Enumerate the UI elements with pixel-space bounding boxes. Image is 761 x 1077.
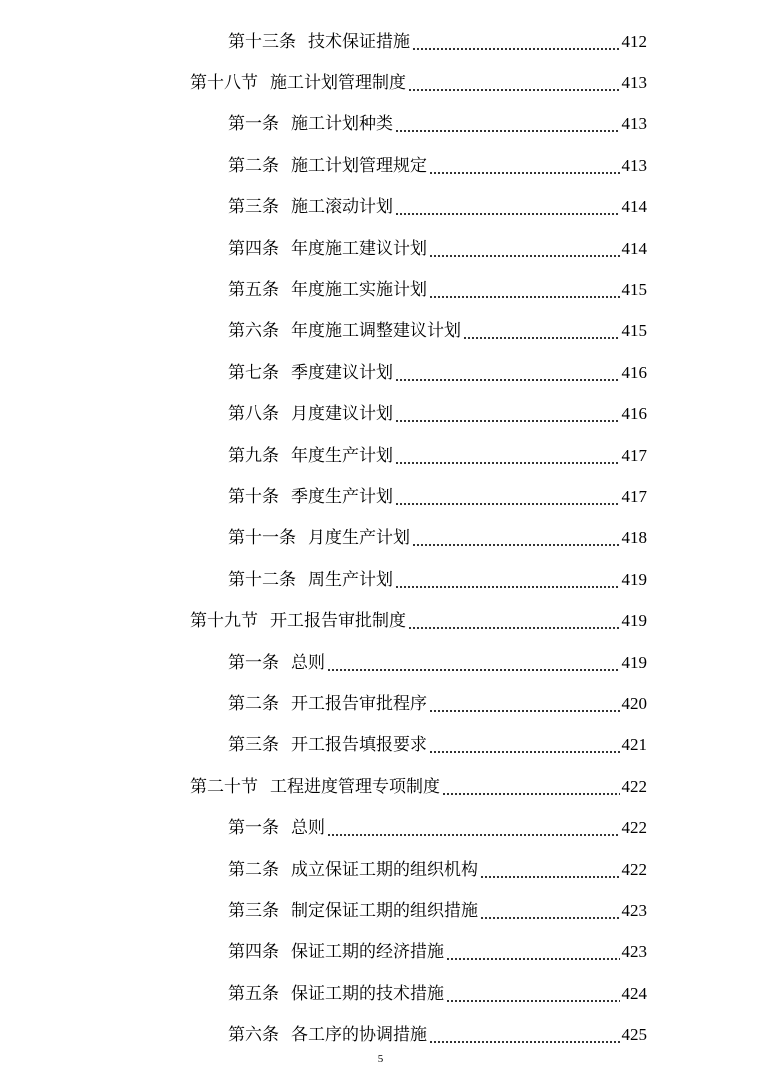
- toc-entry-page: 414: [621, 238, 647, 258]
- toc-entry-number: 第二条: [228, 155, 279, 176]
- toc-dot-leader: [412, 528, 620, 548]
- toc-article-entry[interactable]: [0, 228, 761, 269]
- toc-article-entry[interactable]: [0, 725, 761, 766]
- table-of-contents: [0, 21, 761, 1056]
- toc-entry-title: 周生产计划: [308, 569, 393, 590]
- toc-entry-title: 年度施工实施计划: [291, 280, 427, 301]
- toc-article-entry[interactable]: [0, 104, 761, 145]
- toc-article-entry[interactable]: [0, 932, 761, 973]
- toc-entry-title: 季度生产计划: [291, 486, 393, 507]
- toc-article-entry[interactable]: [0, 642, 761, 683]
- toc-entry-number: 第三条: [228, 900, 279, 921]
- toc-entry-number: 第六条: [228, 321, 279, 342]
- toc-entry-number: 第六条: [228, 1025, 279, 1046]
- toc-article-entry[interactable]: [0, 352, 761, 393]
- toc-entry-title: 开工报告审批制度: [270, 611, 406, 632]
- toc-article-entry[interactable]: [0, 394, 761, 435]
- toc-dot-leader: [395, 404, 620, 424]
- toc-entry-page: 420: [621, 693, 647, 713]
- toc-dot-leader: [395, 570, 620, 590]
- toc-entry-number: 第十一条: [228, 528, 296, 549]
- toc-entry-title: 施工计划管理规定: [291, 155, 427, 176]
- toc-entry-number: 第十九节: [190, 611, 258, 632]
- toc-entry-page: 422: [621, 859, 647, 879]
- toc-dot-leader: [395, 363, 620, 383]
- toc-entry-number: 第十三条: [228, 31, 296, 52]
- toc-entry-title: 成立保证工期的组织机构: [291, 859, 478, 880]
- toc-dot-leader: [395, 487, 620, 507]
- toc-entry-title: 制定保证工期的组织措施: [291, 900, 478, 921]
- toc-entry-title: 施工滚动计划: [291, 197, 393, 218]
- toc-entry-number: 第二十节: [190, 776, 258, 797]
- toc-entry-page: 419: [621, 611, 647, 631]
- toc-entry-number: 第二条: [228, 693, 279, 714]
- toc-article-entry[interactable]: [0, 973, 761, 1014]
- toc-entry-title: 施工计划管理制度: [270, 73, 406, 94]
- toc-article-entry[interactable]: [0, 269, 761, 310]
- toc-article-entry[interactable]: [0, 518, 761, 559]
- toc-entry-number: 第三条: [228, 735, 279, 756]
- toc-entry-page: 416: [621, 404, 647, 424]
- toc-entry-page: 424: [621, 983, 647, 1003]
- toc-dot-leader: [429, 156, 620, 176]
- toc-entry-page: 413: [621, 73, 647, 93]
- toc-entry-title: 保证工期的经济措施: [291, 942, 444, 963]
- toc-dot-leader: [395, 197, 620, 217]
- toc-entry-number: 第九条: [228, 445, 279, 466]
- toc-entry-page: 413: [621, 114, 647, 134]
- toc-entry-page: 412: [621, 31, 647, 51]
- toc-entry-title: 季度建议计划: [291, 362, 393, 383]
- toc-article-entry[interactable]: [0, 476, 761, 517]
- toc-dot-leader: [412, 32, 620, 52]
- toc-entry-title: 月度建议计划: [291, 404, 393, 425]
- toc-entry-number: 第一条: [228, 818, 279, 839]
- toc-entry-page: 415: [621, 321, 647, 341]
- toc-entry-title: 保证工期的技术措施: [291, 983, 444, 1004]
- toc-article-entry[interactable]: [0, 311, 761, 352]
- toc-entry-title: 开工报告审批程序: [291, 693, 427, 714]
- toc-dot-leader: [442, 777, 620, 797]
- toc-entry-title: 年度施工建议计划: [291, 238, 427, 259]
- toc-entry-page: 413: [621, 155, 647, 175]
- toc-dot-leader: [408, 611, 620, 631]
- toc-entry-page: 422: [621, 818, 647, 838]
- toc-section-entry[interactable]: [0, 62, 761, 103]
- toc-entry-number: 第一条: [228, 114, 279, 135]
- toc-article-entry[interactable]: [0, 21, 761, 62]
- toc-article-entry[interactable]: [0, 435, 761, 476]
- toc-entry-page: 421: [621, 735, 647, 755]
- toc-entry-number: 第十八节: [190, 73, 258, 94]
- footer-page-number: 5: [377, 1053, 384, 1065]
- toc-section-entry[interactable]: [0, 600, 761, 641]
- toc-entry-number: 第八条: [228, 404, 279, 425]
- toc-dot-leader: [446, 984, 620, 1004]
- toc-entry-number: 第十条: [228, 486, 279, 507]
- toc-entry-number: 第四条: [228, 238, 279, 259]
- toc-dot-leader: [429, 694, 620, 714]
- toc-dot-leader: [429, 735, 620, 755]
- toc-entry-page: 419: [621, 652, 647, 672]
- toc-entry-page: 417: [621, 445, 647, 465]
- toc-entry-page: 418: [621, 528, 647, 548]
- toc-article-entry[interactable]: [0, 559, 761, 600]
- toc-article-entry[interactable]: [0, 1014, 761, 1055]
- toc-entry-page: 422: [621, 776, 647, 796]
- toc-entry-title: 月度生产计划: [308, 528, 410, 549]
- toc-dot-leader: [429, 280, 620, 300]
- toc-entry-page: 414: [621, 197, 647, 217]
- toc-dot-leader: [429, 239, 620, 259]
- toc-entry-title: 开工报告填报要求: [291, 735, 427, 756]
- toc-entry-page: 425: [621, 1025, 647, 1045]
- toc-entry-title: 年度施工调整建议计划: [291, 321, 461, 342]
- toc-article-entry[interactable]: [0, 849, 761, 890]
- toc-entry-page: 417: [621, 486, 647, 506]
- toc-entry-page: 419: [621, 569, 647, 589]
- toc-entry-page: 416: [621, 362, 647, 382]
- toc-article-entry[interactable]: [0, 683, 761, 724]
- toc-entry-page: 423: [621, 900, 647, 920]
- toc-entry-number: 第四条: [228, 942, 279, 963]
- toc-entry-number: 第五条: [228, 983, 279, 1004]
- toc-dot-leader: [429, 1025, 620, 1045]
- toc-dot-leader: [480, 901, 620, 921]
- toc-entry-number: 第十二条: [228, 569, 296, 590]
- toc-entry-number: 第二条: [228, 859, 279, 880]
- toc-dot-leader: [446, 942, 620, 962]
- toc-entry-title: 技术保证措施: [308, 31, 410, 52]
- toc-entry-title: 各工序的协调措施: [291, 1025, 427, 1046]
- toc-article-entry[interactable]: [0, 890, 761, 931]
- toc-entry-title: 总则: [291, 818, 325, 839]
- toc-dot-leader: [395, 114, 620, 134]
- toc-entry-title: 总则: [291, 652, 325, 673]
- toc-entry-page: 423: [621, 942, 647, 962]
- toc-entry-page: 415: [621, 280, 647, 300]
- toc-entry-number: 第一条: [228, 652, 279, 673]
- toc-section-entry[interactable]: [0, 766, 761, 807]
- toc-dot-leader: [408, 73, 620, 93]
- toc-entry-title: 工程进度管理专项制度: [270, 776, 440, 797]
- toc-dot-leader: [463, 321, 620, 341]
- toc-article-entry[interactable]: [0, 187, 761, 228]
- toc-entry-number: 第五条: [228, 280, 279, 301]
- toc-dot-leader: [327, 653, 620, 673]
- toc-article-entry[interactable]: [0, 145, 761, 186]
- toc-entry-number: 第七条: [228, 362, 279, 383]
- toc-dot-leader: [327, 818, 620, 838]
- toc-entry-title: 施工计划种类: [291, 114, 393, 135]
- toc-dot-leader: [480, 860, 620, 880]
- toc-entry-title: 年度生产计划: [291, 445, 393, 466]
- toc-dot-leader: [395, 446, 620, 466]
- toc-article-entry[interactable]: [0, 807, 761, 848]
- toc-entry-number: 第三条: [228, 197, 279, 218]
